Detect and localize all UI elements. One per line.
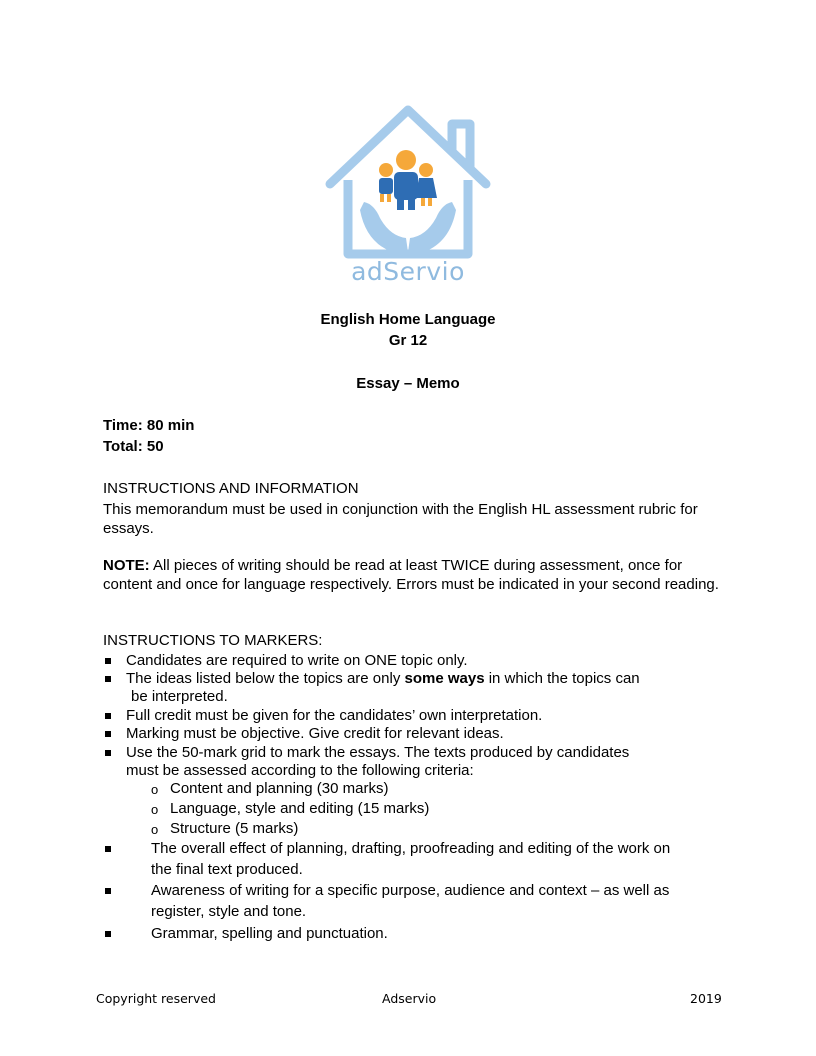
- footer-year: 2019: [690, 991, 722, 1006]
- criterion-awareness: Awareness of writing for a specific purpose, audience and context – as well as: [151, 882, 670, 899]
- markers-heading: INSTRUCTIONS TO MARKERS:: [103, 632, 323, 649]
- subject-title: English Home Language: [320, 311, 496, 328]
- sub-bullet-icon: o: [151, 822, 159, 837]
- adservio-logo: [320, 102, 496, 294]
- bullet-icon: [105, 888, 111, 894]
- note-paragraph: [103, 557, 723, 594]
- marker-item-2: [126, 670, 640, 687]
- note-text: All pieces of writing should be read at least TWICE during assessment, once for content and once for language respectively. Errors must be indicated in your second reading.: [103, 557, 719, 593]
- note-label: NOTE:: [103, 557, 150, 574]
- footer-brand: Adservio: [382, 991, 437, 1006]
- bullet-icon: [105, 658, 111, 664]
- bullet-icon: [105, 676, 111, 682]
- criterion-language: Language, style and editing (15 marks): [170, 800, 430, 817]
- instructions-heading: INSTRUCTIONS AND INFORMATION: [103, 480, 359, 497]
- criterion-content: Content and planning (30 marks): [170, 780, 389, 797]
- instructions-text: This memorandum must be used in conjunction with the English HL assessment rubric for essays.: [103, 501, 698, 537]
- sub-bullet-icon: o: [151, 802, 159, 817]
- marker-item-2-text: The ideas listed below the topics are only: [126, 670, 405, 687]
- bullet-icon: [105, 846, 111, 852]
- criterion-overall-effect: The overall effect of planning, drafting, proofreading and editing of the work on: [151, 840, 671, 857]
- time-label: Time: 80 min: [103, 417, 195, 434]
- marker-item-2-line2: be interpreted.: [131, 688, 228, 705]
- sub-bullet-icon: o: [151, 782, 159, 797]
- bullet-icon: [105, 750, 111, 756]
- marker-item-3: Full credit must be given for the candidates’ own interpretation.: [126, 707, 543, 724]
- criterion-grammar: Grammar, spelling and punctuation.: [151, 925, 388, 942]
- marker-item-2-emphasis: some ways: [404, 670, 485, 687]
- paper-title: Essay – Memo: [356, 375, 460, 392]
- bullet-icon: [105, 713, 111, 719]
- criterion-awareness-line2: register, style and tone.: [151, 903, 307, 920]
- marker-item-1: Candidates are required to write on ONE topic only.: [126, 652, 468, 669]
- total-label: Total: 50: [103, 438, 164, 455]
- criterion-overall-effect-line2: the final text produced.: [151, 861, 303, 878]
- footer-copyright: Copyright reserved: [96, 991, 216, 1006]
- logo-wordmark: adServio: [351, 257, 465, 286]
- bullet-icon: [105, 731, 111, 737]
- marker-item-4: Marking must be objective. Give credit for relevant ideas.: [126, 725, 504, 742]
- marker-item-2-text-end: in which the topics can: [484, 670, 640, 687]
- house-family-logo-icon: [320, 102, 496, 262]
- criterion-structure: Structure (5 marks): [170, 820, 299, 837]
- marker-item-5-line2: must be assessed according to the following criteria:: [126, 762, 474, 779]
- bullet-icon: [105, 931, 111, 937]
- grade-title: Gr 12: [388, 332, 428, 349]
- marker-item-5: Use the 50-mark grid to mark the essays. The texts produced by candidates: [126, 744, 630, 761]
